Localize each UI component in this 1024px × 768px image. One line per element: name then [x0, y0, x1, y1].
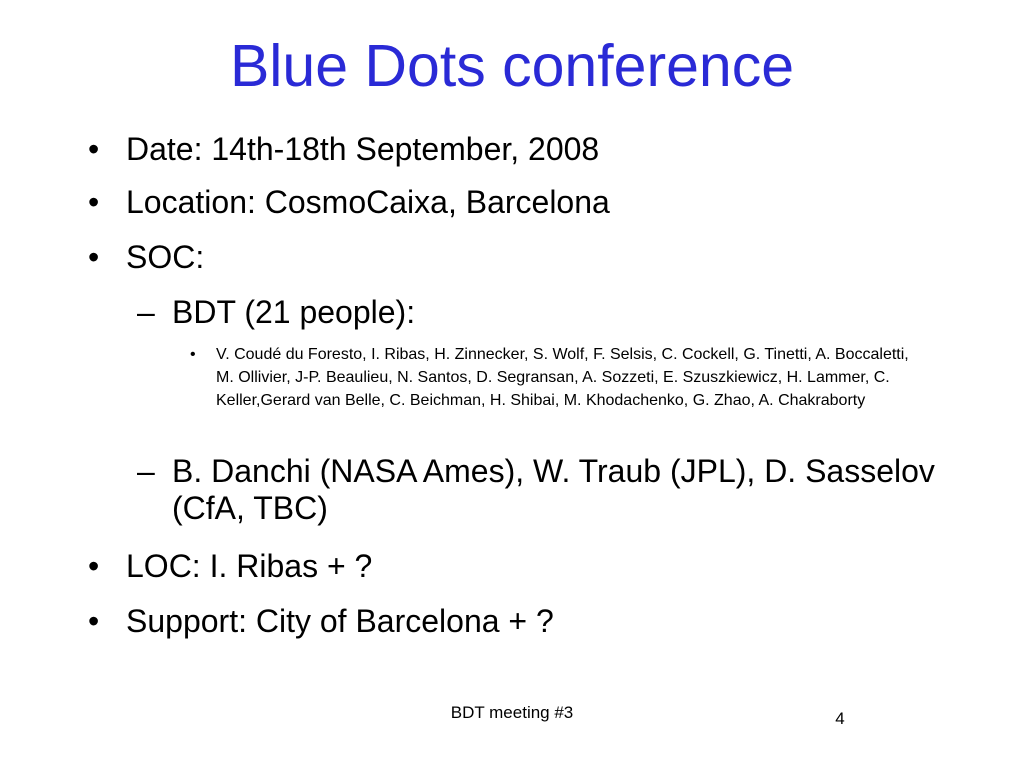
- bullet-icon: •: [88, 239, 100, 275]
- subbullet-bdt-text: BDT (21 people):: [172, 294, 416, 330]
- bullet-date-text: Date: 14th-18th September, 2008: [126, 131, 600, 167]
- dash-icon: –: [137, 294, 155, 330]
- bullet-icon: •: [88, 131, 100, 167]
- bullet-icon: •: [88, 184, 100, 220]
- bullet-soc-text: SOC:: [126, 239, 205, 275]
- dash-icon: –: [137, 453, 155, 489]
- slide-title: Blue Dots conference: [229, 33, 795, 99]
- bullet-icon: •: [88, 603, 100, 639]
- bullet-loc-text: LOC: I. Ribas + ?: [126, 548, 373, 584]
- footer-title: BDT meeting #3: [450, 703, 574, 722]
- page-number: 4: [835, 709, 845, 728]
- bullet-icon: •: [88, 548, 100, 584]
- bdt-members-text: V. Coudé du Foresto, I. Ribas, H. Zinnecker, S. Wolf, F. Selsis, C. Cockell, G. Tinetti, A. Boccaletti, M. Ollivier, J-P. Beaulieu, N. Santos, D. Segransan, A. Sozzeti, E. Szuszkiewicz, H. Lammer, C. Keller,Gerard van Belle, C. Beichman, H. Shibai, M. Khodachenko, G. Zhao, A. Chakraborty: [216, 346, 909, 409]
- bullet-icon: •: [190, 346, 196, 363]
- bullet-location-text: Location: CosmoCaixa, Barcelona: [126, 184, 610, 220]
- bullet-support-text: Support: City of Barcelona + ?: [126, 603, 554, 639]
- subbullet-external-text: B. Danchi (NASA Ames), W. Traub (JPL), D. Sasselov (CfA, TBC): [172, 453, 935, 526]
